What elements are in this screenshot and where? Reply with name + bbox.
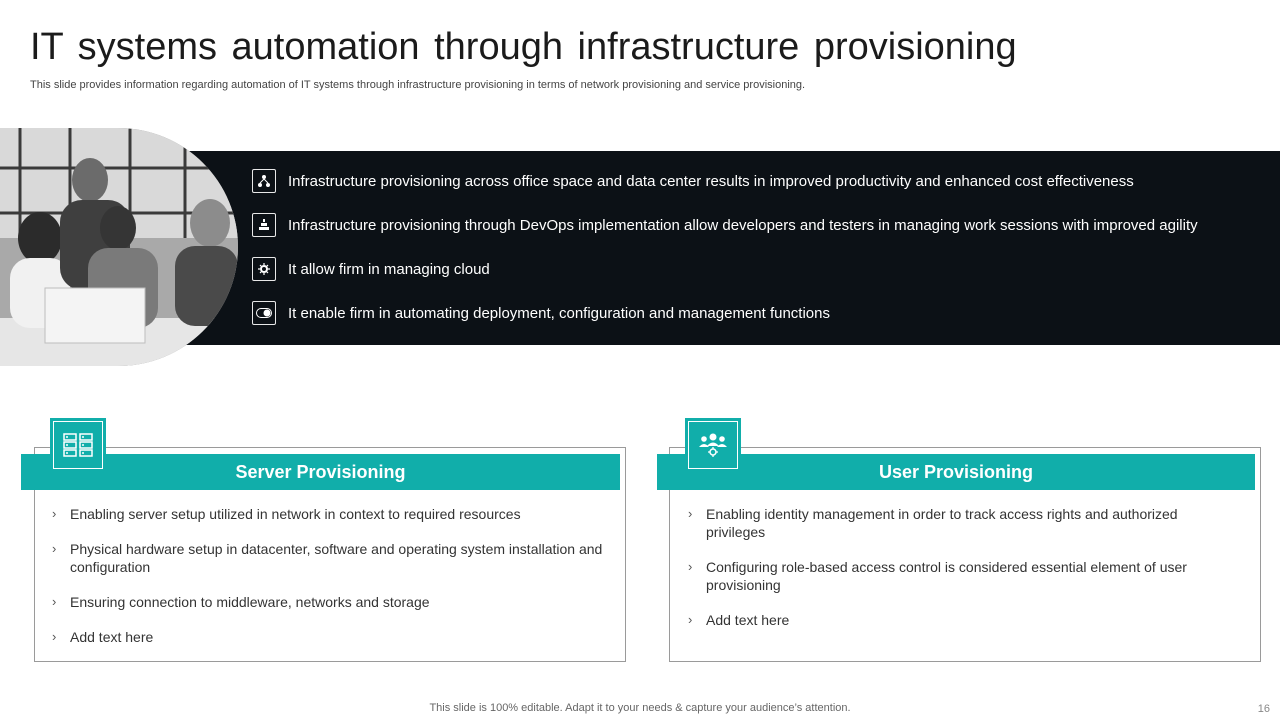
chevron-right-icon: › bbox=[52, 506, 57, 521]
list-item: › Add text here bbox=[688, 612, 790, 628]
slide-title: IT systems automation through infrastructure provisioning bbox=[30, 26, 1017, 68]
devops-stack-icon bbox=[252, 213, 276, 237]
slide-footer: This slide is 100% editable. Adapt it to your needs & capture your audience’s attention. bbox=[429, 702, 851, 714]
banner-item bbox=[252, 300, 1198, 326]
banner-item-text: Infrastructure provisioning across office space and data center results in improved productivity and enhanced cost effectiveness bbox=[288, 172, 1134, 190]
chevron-right-icon: › bbox=[52, 541, 57, 556]
chevron-right-icon: › bbox=[52, 629, 57, 644]
chevron-right-icon: › bbox=[52, 594, 57, 609]
server-provisioning-list bbox=[52, 505, 612, 663]
banner-item-text: It allow firm in managing cloud bbox=[288, 260, 490, 278]
chevron-right-icon: › bbox=[688, 506, 693, 521]
list-item: › Configuring role-based access control is considered essential element of user provisioning bbox=[688, 559, 1187, 593]
team-photo bbox=[0, 128, 238, 366]
list-item: › Enabling server setup utilized in network in context to required resources bbox=[52, 506, 521, 522]
banner-bullets bbox=[252, 168, 1198, 344]
slide-subtitle: This slide provides information regarding automation of IT systems through infrastructure provisioning in terms of network provisioning and service provisioning. bbox=[30, 79, 806, 91]
network-nodes-icon bbox=[252, 169, 276, 193]
list-item: › Enabling identity management in order to track access rights and authorized privileges bbox=[688, 506, 1178, 540]
list-item: › Physical hardware setup in datacenter, software and operating system installation and configuration bbox=[52, 541, 603, 575]
list-item: › Add text here bbox=[52, 629, 154, 645]
cloud-gear-icon bbox=[252, 257, 276, 281]
chevron-right-icon: › bbox=[688, 559, 693, 574]
users-group-icon bbox=[698, 432, 728, 458]
toggle-switch-icon bbox=[252, 301, 276, 325]
user-provisioning-list bbox=[688, 505, 1208, 646]
page-number: 16 bbox=[1257, 703, 1270, 715]
list-item: › Ensuring connection to middleware, networks and storage bbox=[52, 594, 430, 610]
banner-item bbox=[252, 256, 1198, 282]
banner-item-text: It enable firm in automating deployment, configuration and management functions bbox=[288, 304, 830, 322]
server-rack-icon bbox=[63, 433, 93, 457]
banner-item-text: Infrastructure provisioning through DevOps implementation allow developers and testers in managing work sessions with improved agility bbox=[288, 216, 1198, 234]
user-badge bbox=[685, 418, 741, 472]
server-provisioning-title: Server Provisioning bbox=[21, 454, 620, 490]
chevron-right-icon: › bbox=[688, 612, 693, 627]
banner-item bbox=[252, 168, 1198, 194]
banner-item bbox=[252, 212, 1198, 238]
user-provisioning-title: User Provisioning bbox=[657, 454, 1255, 490]
server-badge bbox=[50, 418, 106, 472]
